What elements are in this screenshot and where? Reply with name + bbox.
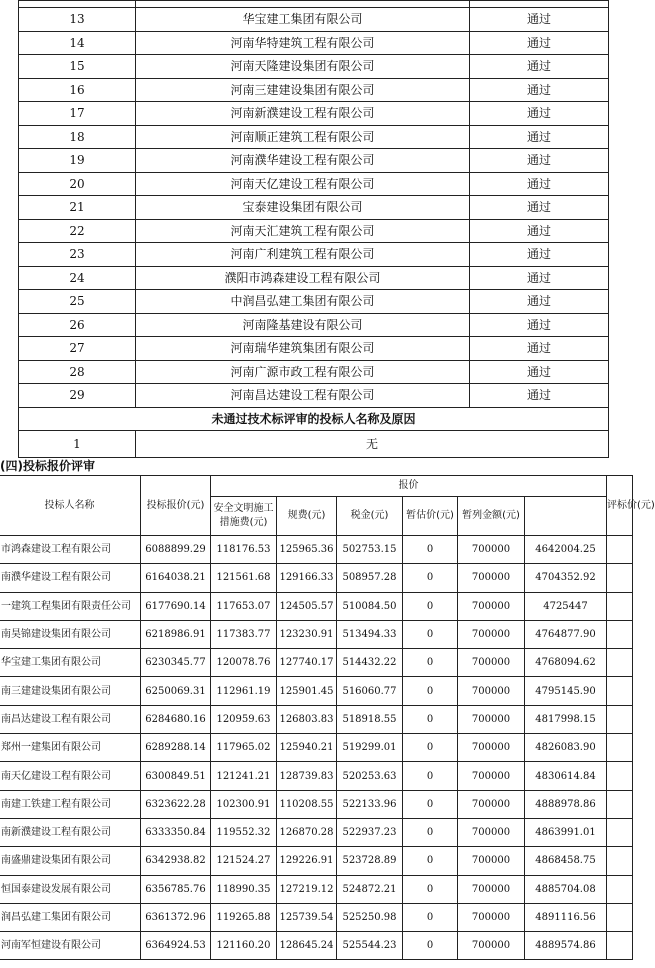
row-number: 1	[19, 431, 136, 458]
table-row	[19, 384, 609, 408]
provisional: 0	[403, 847, 458, 875]
bid-price: 6364924.53	[141, 932, 211, 960]
provisional: 0	[403, 592, 458, 620]
review-result: 通过	[470, 125, 609, 149]
tech-review-table	[18, 0, 609, 458]
review-result: 通过	[470, 266, 609, 290]
bid-price: 6177690.14	[141, 592, 211, 620]
table-row	[19, 337, 609, 361]
provisional: 0	[403, 903, 458, 931]
review-result: 通过	[470, 8, 609, 32]
header-bidder: 投标人名称	[0, 476, 141, 536]
table-row	[0, 734, 633, 762]
table-row	[0, 875, 633, 903]
bidder-name: 郑州一建集团有限公司	[0, 734, 141, 762]
review-result: 通过	[470, 196, 609, 220]
provisional-sum: 700000	[458, 847, 525, 875]
bid-price: 6250069.31	[141, 677, 211, 705]
provisional-sum: 700000	[458, 677, 525, 705]
row-number: 19	[19, 149, 136, 173]
bidder-name: 宝泰建设集团有限公司	[136, 196, 470, 220]
tax: 522937.23	[337, 818, 403, 846]
table-row	[0, 932, 633, 960]
bidder-name: 河南华特建筑工程有限公司	[136, 31, 470, 55]
provisional: 0	[403, 762, 458, 790]
bid-price: 6323622.28	[141, 790, 211, 818]
provisional-sum: 700000	[458, 932, 525, 960]
fail-header-row	[19, 407, 609, 431]
table-row	[19, 55, 609, 79]
bidder-name: 河南昌达建设工程有限公司	[136, 384, 470, 408]
row-number: 14	[19, 31, 136, 55]
row-number: 28	[19, 360, 136, 384]
provisional-sum: 700000	[458, 818, 525, 846]
table-row	[0, 790, 633, 818]
review-result: 通过	[470, 384, 609, 408]
provisional-sum: 700000	[458, 649, 525, 677]
table-row	[0, 564, 633, 592]
table-row	[0, 762, 633, 790]
eval-price: 4725447	[525, 592, 607, 620]
header-safety: 安全文明施工措施费(元)	[211, 497, 277, 536]
review-result: 通过	[470, 149, 609, 173]
review-result: 通过	[470, 313, 609, 337]
tax: 514432.22	[337, 649, 403, 677]
provisional-sum: 700000	[458, 620, 525, 648]
bidder-name: 南昊锦建设集团有限公司	[0, 620, 141, 648]
row-number: 15	[19, 55, 136, 79]
safety-fee: 121241.21	[211, 762, 277, 790]
fees: 126803.83	[277, 705, 337, 733]
bidder-name: 一建筑工程集团有限责任公司	[0, 592, 141, 620]
bidder-name: 南三建建设集团有限公司	[0, 677, 141, 705]
review-result: 通过	[470, 219, 609, 243]
table-row	[19, 196, 609, 220]
provisional-sum: 700000	[458, 705, 525, 733]
safety-fee: 121160.20	[211, 932, 277, 960]
bidder-name: 河南天汇建筑工程有限公司	[136, 219, 470, 243]
bid-price: 6088899.29	[141, 536, 211, 564]
bid-price: 6164038.21	[141, 564, 211, 592]
eval-price: 4768094.62	[525, 649, 607, 677]
table-row	[0, 705, 633, 733]
row-number: 25	[19, 290, 136, 314]
review-result: 通过	[470, 31, 609, 55]
bid-price: 6300849.51	[141, 762, 211, 790]
fees: 110208.55	[277, 790, 337, 818]
table-row	[19, 8, 609, 32]
fail-header: 未通过技术标评审的投标人名称及原因	[19, 407, 609, 431]
row-number: 22	[19, 219, 136, 243]
fees: 127219.12	[277, 875, 337, 903]
header-bid-price: 投标报价(元)	[141, 476, 211, 536]
eval-price: 4764877.90	[525, 620, 607, 648]
review-result: 通过	[470, 78, 609, 102]
fees: 125965.36	[277, 536, 337, 564]
bidder-name: 恒国泰建设发展有限公司	[0, 875, 141, 903]
price-review-table	[0, 475, 655, 960]
bidder-name: 濮阳市鸿森建设工程有限公司	[136, 266, 470, 290]
eval-price: 4889574.86	[525, 932, 607, 960]
table-row	[0, 818, 633, 846]
bidder-name: 南濮华建设工程有限公司	[0, 564, 141, 592]
tax: 502753.15	[337, 536, 403, 564]
eval-price: 4891116.56	[525, 903, 607, 931]
fees: 126870.28	[277, 818, 337, 846]
table-row	[19, 125, 609, 149]
row-number: 26	[19, 313, 136, 337]
header-provisional: 暂估价(元)	[403, 497, 458, 536]
fees: 129226.91	[277, 847, 337, 875]
table-row	[19, 431, 609, 458]
table-row	[19, 102, 609, 126]
safety-fee: 121524.27	[211, 847, 277, 875]
provisional: 0	[403, 564, 458, 592]
tax: 510084.50	[337, 592, 403, 620]
header-eval-price: 评标价(元)	[607, 476, 633, 536]
provisional: 0	[403, 734, 458, 762]
table-row	[19, 149, 609, 173]
safety-fee: 117965.02	[211, 734, 277, 762]
provisional: 0	[403, 705, 458, 733]
bidder-name: 河南隆基建设有限公司	[136, 313, 470, 337]
bidder-name: 华宝建工集团有限公司	[136, 8, 470, 32]
bidder-name: 南天亿建设工程有限公司	[0, 762, 141, 790]
provisional: 0	[403, 818, 458, 846]
provisional: 0	[403, 677, 458, 705]
bidder-name: 南新濮建设工程有限公司	[0, 818, 141, 846]
bidder-name: 河南三建建设集团有限公司	[136, 78, 470, 102]
row-number: 16	[19, 78, 136, 102]
safety-fee: 112961.19	[211, 677, 277, 705]
table-row	[0, 536, 633, 564]
bid-price: 6333350.84	[141, 818, 211, 846]
provisional-sum: 700000	[458, 536, 525, 564]
fees: 125739.54	[277, 903, 337, 931]
provisional: 0	[403, 536, 458, 564]
tax: 516060.77	[337, 677, 403, 705]
table-row	[0, 677, 633, 705]
bid-price: 6218986.91	[141, 620, 211, 648]
table-row	[19, 313, 609, 337]
provisional: 0	[403, 875, 458, 903]
bidder-name: 河南顺正建筑工程有限公司	[136, 125, 470, 149]
bidder-name: 润昌弘建工集团有限公司	[0, 903, 141, 931]
eval-price: 4863991.01	[525, 818, 607, 846]
table-row	[19, 1, 609, 8]
bid-price: 6361372.96	[141, 903, 211, 931]
bid-price: 6230345.77	[141, 649, 211, 677]
bidder-name: 中润昌弘建工集团有限公司	[136, 290, 470, 314]
tax: 520253.63	[337, 762, 403, 790]
eval-price: 4704352.92	[525, 564, 607, 592]
tax: 518918.55	[337, 705, 403, 733]
row-number: 23	[19, 243, 136, 267]
review-result: 通过	[470, 290, 609, 314]
bidder-name: 河南军恒建设有限公司	[0, 932, 141, 960]
row-number: 27	[19, 337, 136, 361]
fees: 129166.33	[277, 564, 337, 592]
provisional: 0	[403, 790, 458, 818]
bid-price: 6342938.82	[141, 847, 211, 875]
tax: 525250.98	[337, 903, 403, 931]
safety-fee: 102300.91	[211, 790, 277, 818]
table-row	[19, 219, 609, 243]
row-number: 17	[19, 102, 136, 126]
bidder-name: 河南天亿建设工程有限公司	[136, 172, 470, 196]
eval-price: 4642004.25	[525, 536, 607, 564]
table-row	[0, 903, 633, 931]
safety-fee: 119265.88	[211, 903, 277, 931]
tax: 519299.01	[337, 734, 403, 762]
review-result: 通过	[470, 360, 609, 384]
bidder-name: 河南广源市政工程有限公司	[136, 360, 470, 384]
bidder-name: 河南广利建筑工程有限公司	[136, 243, 470, 267]
safety-fee: 117383.77	[211, 620, 277, 648]
provisional-sum: 700000	[458, 903, 525, 931]
eval-price: 4826083.90	[525, 734, 607, 762]
header-fees: 规费(元)	[277, 497, 337, 536]
eval-price: 4888978.86	[525, 790, 607, 818]
tax: 523728.89	[337, 847, 403, 875]
fees: 127740.17	[277, 649, 337, 677]
provisional-sum: 700000	[458, 790, 525, 818]
fees: 128645.24	[277, 932, 337, 960]
provisional: 0	[403, 620, 458, 648]
provisional-sum: 700000	[458, 875, 525, 903]
table-row	[0, 592, 633, 620]
fees: 123230.91	[277, 620, 337, 648]
bid-price: 6356785.76	[141, 875, 211, 903]
safety-fee: 118990.35	[211, 875, 277, 903]
review-result: 通过	[470, 55, 609, 79]
eval-price: 4868458.75	[525, 847, 607, 875]
review-result: 通过	[470, 102, 609, 126]
fees: 125901.45	[277, 677, 337, 705]
bidder-name: 南昌达建设工程有限公司	[0, 705, 141, 733]
header-tax: 税金(元)	[337, 497, 403, 536]
table-row	[19, 78, 609, 102]
bid-price: 6284680.16	[141, 705, 211, 733]
table-row	[19, 172, 609, 196]
table-row	[19, 360, 609, 384]
row-number: 20	[19, 172, 136, 196]
table-row	[0, 847, 633, 875]
safety-fee: 118176.53	[211, 536, 277, 564]
row-number: 29	[19, 384, 136, 408]
review-result: 通过	[470, 243, 609, 267]
provisional: 0	[403, 649, 458, 677]
bidder-name: 河南新濮建设工程有限公司	[136, 102, 470, 126]
safety-fee: 120959.63	[211, 705, 277, 733]
table-row	[19, 290, 609, 314]
bidder-name: 河南濮华建设工程有限公司	[136, 149, 470, 173]
bidder-name: 南盛鼎建设集团有限公司	[0, 847, 141, 875]
tax: 508957.28	[337, 564, 403, 592]
tax: 522133.96	[337, 790, 403, 818]
eval-price: 4817998.15	[525, 705, 607, 733]
safety-fee: 117653.07	[211, 592, 277, 620]
tax: 524872.21	[337, 875, 403, 903]
table-row	[0, 649, 633, 677]
fees: 128739.83	[277, 762, 337, 790]
table-row	[0, 620, 633, 648]
header-row	[0, 476, 633, 497]
provisional-sum: 700000	[458, 734, 525, 762]
row-number: 13	[19, 8, 136, 32]
safety-fee: 121561.68	[211, 564, 277, 592]
table-row	[19, 266, 609, 290]
eval-price: 4795145.90	[525, 677, 607, 705]
row-number: 18	[19, 125, 136, 149]
bidder-name: 河南天隆建设集团有限公司	[136, 55, 470, 79]
safety-fee: 120078.76	[211, 649, 277, 677]
table-row	[19, 243, 609, 267]
provisional-sum: 700000	[458, 564, 525, 592]
provisional-sum: 700000	[458, 762, 525, 790]
header-provisional-sum: 暂列金额(元)	[458, 497, 525, 536]
fees: 124505.57	[277, 592, 337, 620]
bid-price: 6289288.14	[141, 734, 211, 762]
bidder-name: 河南瑞华建筑集团有限公司	[136, 337, 470, 361]
section-title: (四)投标报价评审	[0, 459, 95, 473]
eval-price: 4885704.08	[525, 875, 607, 903]
review-result: 通过	[470, 172, 609, 196]
tax: 525544.23	[337, 932, 403, 960]
provisional: 0	[403, 932, 458, 960]
bidder-name: 南建工铁建工程有限公司	[0, 790, 141, 818]
provisional-sum: 700000	[458, 592, 525, 620]
bidder-name: 市鸿森建设工程有限公司	[0, 536, 141, 564]
header-quote: 报价	[211, 476, 607, 497]
row-number: 21	[19, 196, 136, 220]
bidder-name: 华宝建工集团有限公司	[0, 649, 141, 677]
table-row	[19, 31, 609, 55]
review-result: 通过	[470, 337, 609, 361]
tax: 513494.33	[337, 620, 403, 648]
eval-price: 4830614.84	[525, 762, 607, 790]
safety-fee: 119552.32	[211, 818, 277, 846]
fees: 125940.21	[277, 734, 337, 762]
row-number: 24	[19, 266, 136, 290]
fail-reason: 无	[136, 431, 609, 458]
